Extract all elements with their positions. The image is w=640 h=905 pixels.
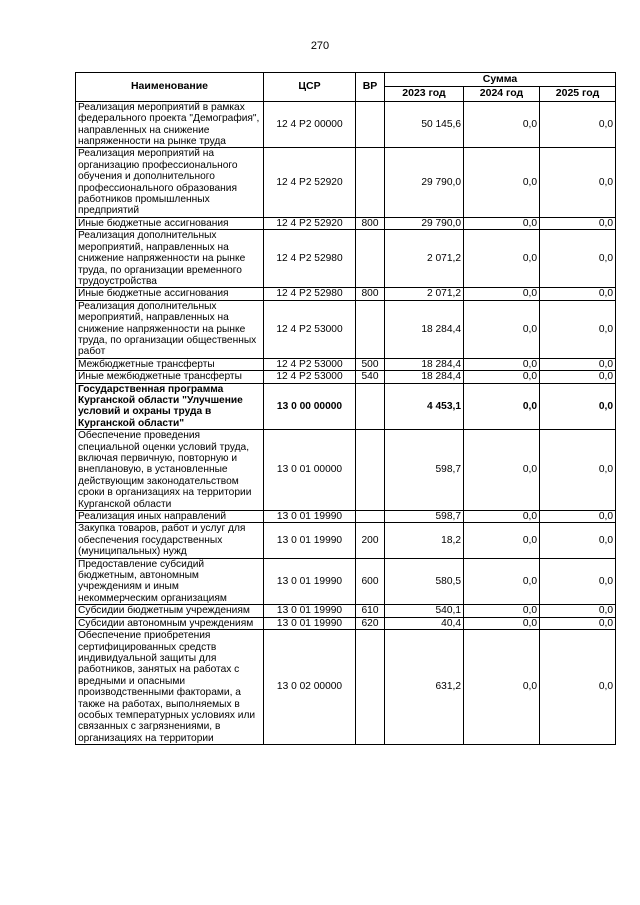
row-sum-2023: 598,7 xyxy=(385,430,464,511)
row-vr xyxy=(356,383,385,430)
row-sum-2023: 40,4 xyxy=(385,617,464,629)
row-sum-2023: 18,2 xyxy=(385,523,464,558)
header-vr: ВР xyxy=(356,73,385,102)
row-sum-2023: 2 071,2 xyxy=(385,288,464,300)
row-name: Реализация мероприятий на организацию профессионального обучения и дополнительного профессионального образования работников промышленных предприятий xyxy=(76,148,264,217)
row-sum-2025: 0,0 xyxy=(540,430,616,511)
row-sum-2024: 0,0 xyxy=(464,288,540,300)
table-row xyxy=(76,511,616,523)
row-sum-2024: 0,0 xyxy=(464,617,540,629)
row-csr: 12 4 P2 52980 xyxy=(264,288,356,300)
row-name: Закупка товаров, работ и услуг для обеспечения государственных (муниципальных) нужд xyxy=(76,523,264,558)
row-vr: 500 xyxy=(356,358,385,370)
row-sum-2024: 0,0 xyxy=(464,371,540,383)
row-sum-2025: 0,0 xyxy=(540,217,616,229)
row-csr: 13 0 01 19990 xyxy=(264,523,356,558)
row-csr: 12 4 P2 53000 xyxy=(264,371,356,383)
row-name: Межбюджетные трансферты xyxy=(76,358,264,370)
header-year-2024: 2024 год xyxy=(464,87,540,101)
row-sum-2025: 0,0 xyxy=(540,617,616,629)
row-sum-2024: 0,0 xyxy=(464,523,540,558)
row-vr xyxy=(356,101,385,148)
row-sum-2025: 0,0 xyxy=(540,523,616,558)
row-csr: 12 4 P2 52920 xyxy=(264,148,356,217)
row-sum-2025: 0,0 xyxy=(540,371,616,383)
row-sum-2025: 0,0 xyxy=(540,101,616,148)
table-row xyxy=(76,230,616,288)
row-sum-2024: 0,0 xyxy=(464,558,540,605)
row-csr: 12 4 P2 00000 xyxy=(264,101,356,148)
budget-table xyxy=(75,72,616,745)
table-row xyxy=(76,617,616,629)
table-header xyxy=(76,73,616,102)
row-sum-2023: 29 790,0 xyxy=(385,217,464,229)
row-vr: 800 xyxy=(356,217,385,229)
header-sum: Сумма xyxy=(385,73,616,87)
row-vr xyxy=(356,148,385,217)
row-csr: 13 0 00 00000 xyxy=(264,383,356,430)
row-sum-2023: 18 284,4 xyxy=(385,300,464,358)
table-row xyxy=(76,217,616,229)
table-row xyxy=(76,288,616,300)
row-vr: 800 xyxy=(356,288,385,300)
row-sum-2024: 0,0 xyxy=(464,300,540,358)
row-sum-2023: 18 284,4 xyxy=(385,371,464,383)
row-name: Иные бюджетные ассигнования xyxy=(76,288,264,300)
row-name: Субсидии автономным учреждениям xyxy=(76,617,264,629)
row-name: Иные бюджетные ассигнования xyxy=(76,217,264,229)
row-vr: 600 xyxy=(356,558,385,605)
row-sum-2025: 0,0 xyxy=(540,288,616,300)
row-vr xyxy=(356,630,385,745)
row-name: Обеспечение проведения специальной оценки условий труда, включая первичную, повторную и внеплановую, в установленные действующим законодательством сроки в организациях на территории Курганской области xyxy=(76,430,264,511)
row-sum-2023: 580,5 xyxy=(385,558,464,605)
row-sum-2023: 18 284,4 xyxy=(385,358,464,370)
row-sum-2023: 2 071,2 xyxy=(385,230,464,288)
table-row xyxy=(76,101,616,148)
table-row xyxy=(76,430,616,511)
row-vr xyxy=(356,430,385,511)
row-name: Обеспечение приобретения сертифицированных средств индивидуальной защиты для работников, занятых на работах с вредными и опасными производственными факторами, а также на работах, выполняемых в особых температурных условиях или связанных с загрязнениями, в организациях на территории xyxy=(76,630,264,745)
row-sum-2024: 0,0 xyxy=(464,511,540,523)
row-csr: 12 4 P2 52920 xyxy=(264,217,356,229)
row-csr: 13 0 02 00000 xyxy=(264,630,356,745)
row-csr: 12 4 P2 52980 xyxy=(264,230,356,288)
row-vr: 610 xyxy=(356,605,385,617)
table-row xyxy=(76,358,616,370)
row-sum-2023: 50 145,6 xyxy=(385,101,464,148)
table-row xyxy=(76,605,616,617)
row-csr: 13 0 01 19990 xyxy=(264,558,356,605)
row-name: Реализация дополнительных мероприятий, направленных на снижение напряженности на рынке труда, по организации общественных работ xyxy=(76,300,264,358)
table-row xyxy=(76,523,616,558)
row-vr xyxy=(356,230,385,288)
row-sum-2024: 0,0 xyxy=(464,630,540,745)
row-sum-2024: 0,0 xyxy=(464,358,540,370)
row-name: Иные межбюджетные трансферты xyxy=(76,371,264,383)
row-sum-2025: 0,0 xyxy=(540,148,616,217)
row-name: Реализация мероприятий в рамках федерального проекта "Демография", направленных на снижение напряженности на рынке труда xyxy=(76,101,264,148)
row-name: Реализация дополнительных мероприятий, направленных на снижение напряженности на рынке труда, по организации временного трудоустройства xyxy=(76,230,264,288)
row-csr: 13 0 01 19990 xyxy=(264,511,356,523)
row-sum-2023: 598,7 xyxy=(385,511,464,523)
row-sum-2025: 0,0 xyxy=(540,358,616,370)
row-sum-2025: 0,0 xyxy=(540,558,616,605)
row-vr: 620 xyxy=(356,617,385,629)
row-sum-2024: 0,0 xyxy=(464,430,540,511)
row-name: Реализация иных направлений xyxy=(76,511,264,523)
row-sum-2023: 4 453,1 xyxy=(385,383,464,430)
row-vr: 200 xyxy=(356,523,385,558)
row-csr: 13 0 01 19990 xyxy=(264,617,356,629)
row-vr xyxy=(356,300,385,358)
row-sum-2025: 0,0 xyxy=(540,630,616,745)
table-row xyxy=(76,300,616,358)
row-sum-2023: 540,1 xyxy=(385,605,464,617)
row-sum-2025: 0,0 xyxy=(540,511,616,523)
row-csr: 13 0 01 19990 xyxy=(264,605,356,617)
row-sum-2024: 0,0 xyxy=(464,230,540,288)
header-name: Наименование xyxy=(76,73,264,102)
row-name: Предоставление субсидий бюджетным, автономным учреждениям и иным некоммерческим организациям xyxy=(76,558,264,605)
table-row xyxy=(76,148,616,217)
row-sum-2024: 0,0 xyxy=(464,101,540,148)
row-name: Государственная программа Курганской области "Улучшение условий и охраны труда в Курганской области" xyxy=(76,383,264,430)
header-year-2025: 2025 год xyxy=(540,87,616,101)
table-row xyxy=(76,630,616,745)
row-vr xyxy=(356,511,385,523)
table-row xyxy=(76,558,616,605)
row-csr: 12 4 P2 53000 xyxy=(264,300,356,358)
header-year-2023: 2023 год xyxy=(385,87,464,101)
row-sum-2023: 29 790,0 xyxy=(385,148,464,217)
row-sum-2024: 0,0 xyxy=(464,605,540,617)
row-sum-2024: 0,0 xyxy=(464,148,540,217)
row-csr: 12 4 P2 53000 xyxy=(264,358,356,370)
row-sum-2025: 0,0 xyxy=(540,605,616,617)
header-csr: ЦСР xyxy=(264,73,356,102)
row-csr: 13 0 01 00000 xyxy=(264,430,356,511)
page-number: 270 xyxy=(310,40,330,52)
row-name: Субсидии бюджетным учреждениям xyxy=(76,605,264,617)
table-row xyxy=(76,383,616,430)
row-sum-2025: 0,0 xyxy=(540,230,616,288)
table-row xyxy=(76,371,616,383)
row-sum-2025: 0,0 xyxy=(540,300,616,358)
row-sum-2023: 631,2 xyxy=(385,630,464,745)
row-vr: 540 xyxy=(356,371,385,383)
table-body xyxy=(76,101,616,744)
row-sum-2025: 0,0 xyxy=(540,383,616,430)
row-sum-2024: 0,0 xyxy=(464,217,540,229)
row-sum-2024: 0,0 xyxy=(464,383,540,430)
